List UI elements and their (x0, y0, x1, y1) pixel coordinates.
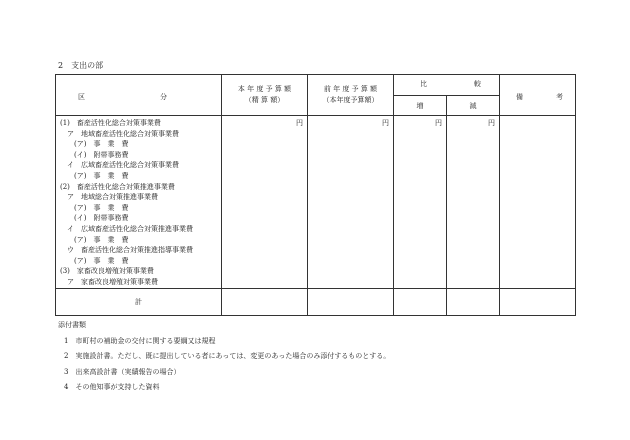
remarks-cell (500, 116, 576, 289)
category-item: (イ) 附帯事務費 (60, 214, 129, 223)
attachments-section (58, 318, 390, 396)
category-item: (2) 畜産活性化総合対策推進事業費 (60, 182, 175, 191)
header-decrease: 減 (447, 96, 500, 116)
expenditure-table (55, 74, 576, 316)
category-item: (ア) 事 業 費 (60, 256, 129, 265)
header-previous-year (308, 75, 394, 116)
category-item: (ア) 事 業 費 (60, 235, 129, 244)
header-remarks-left: 備 (516, 93, 523, 101)
section-heading: 2 支出の部 (58, 61, 104, 70)
attachment-item: 3 出来高設計書（実績報告の場合） (64, 367, 181, 376)
header-comparison-left: 比 (420, 80, 427, 88)
total-label: 計 (56, 288, 222, 315)
attachments-title: 添付書類 (58, 321, 86, 329)
current-year-amount: 円 (222, 116, 308, 289)
increase-amount: 円 (394, 116, 447, 289)
header-current-year (222, 75, 308, 116)
header-increase: 増 (394, 96, 447, 116)
category-item: ア 地域畜産活性化総合対策事業費 (60, 129, 179, 138)
header-category-right: 分 (160, 93, 167, 101)
category-item: (ア) 事 業 費 (60, 203, 129, 212)
category-item: ア 家畜改良増殖対策事業費 (60, 277, 158, 286)
attachment-item: 2 実施設計書。ただし、既に提出している者にあっては、変更のあった場合のみ添付するものとする。 (64, 352, 391, 360)
header-category-left: 区 (78, 93, 85, 101)
total-current-year (222, 288, 308, 315)
total-previous-year (308, 288, 394, 315)
header-category (56, 75, 222, 116)
decrease-amount: 円 (447, 116, 500, 289)
category-item: イ 広域畜産活性化総合対策推進事業費 (60, 224, 193, 233)
previous-year-amount: 円 (308, 116, 394, 289)
category-items-cell (56, 116, 222, 289)
total-increase (394, 288, 447, 315)
header-current-year-line1: 本 年 度 予 算 額 (237, 85, 292, 93)
category-item: (3) 家畜改良増殖対策事業費 (60, 267, 154, 276)
category-item: (ア) 事 業 費 (60, 140, 129, 149)
total-remarks (500, 288, 576, 315)
header-comparison-right: 較 (474, 80, 481, 88)
category-item: ア 地域総合対策推進事業費 (60, 193, 158, 202)
attachment-item: 4 その他知事が支持した資料 (64, 383, 160, 391)
category-item: (ア) 事 業 費 (60, 171, 129, 180)
header-comparison (394, 75, 500, 96)
attachment-item: 1 市町村の補助金の交付に関する要綱又は規程 (64, 336, 216, 345)
header-remarks (500, 75, 576, 116)
header-previous-year-line2: （本年度予算額） (322, 96, 379, 104)
header-current-year-line2: （精 算 額） (244, 96, 285, 104)
category-item: (1) 畜産活性化総合対策事業費 (60, 119, 161, 127)
header-remarks-right: 考 (556, 93, 563, 101)
category-item: イ 広域畜産活性化総合対策事業費 (60, 161, 179, 170)
total-decrease (447, 288, 500, 315)
header-previous-year-line1: 前 年 度 予 算 額 (323, 85, 378, 93)
category-item: ウ 畜産活性化総合対策推進指導事業費 (60, 246, 193, 255)
category-item: (イ) 附帯事務費 (60, 150, 129, 159)
